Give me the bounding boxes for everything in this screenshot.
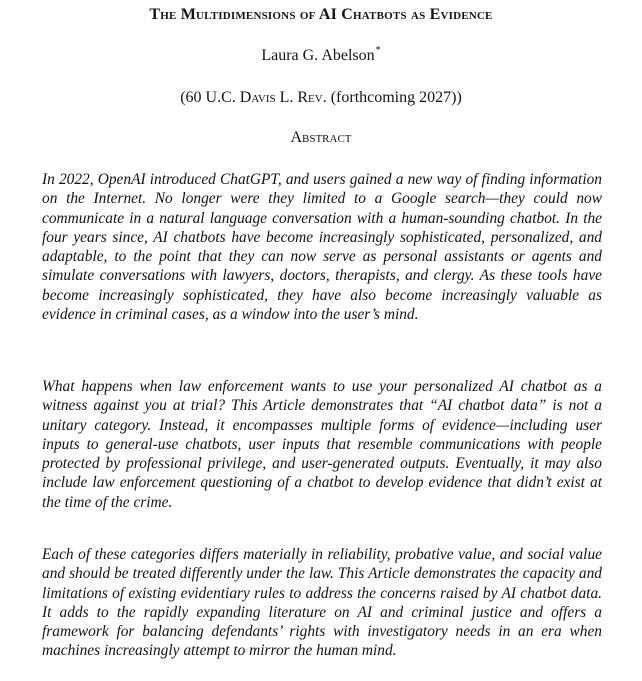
abstract-paragraph-3: Each of these categories differs materially in reliability, probative value, and social value and should be treated differently under the law. This Article demonstrates the capacity and limitations of existing evidentiary rules to address the concerns raised by AI chatbot data. It adds to the rapidly expanding literature on AI and criminal justice and offers a framework for balancing defendants’ rights with investigatory needs in an era when machines increasingly attempt to mirror the human mind. [42, 546, 602, 660]
author-line [0, 47, 642, 65]
citation-open: (60 U.C. [180, 89, 240, 106]
abstract-paragraph-2: What happens when law enforcement wants to use your personalized AI chatbot as a witness against you at trial? This Article demonstrates that “AI chatbot data” is not a unitary category. Instead, it encompasses multiple forms of evidence—including user inputs to general-use chatbots, user inputs that resemble communications with people protected by professional privilege, and user-generated outputs. Eventually, it may also include law enforcement questioning of a chatbot to develop evidence that didn’t exist at the time of the crime. [42, 378, 602, 511]
author-footnote-mark[interactable]: * [375, 45, 381, 56]
abstract-heading: Abstract [290, 129, 352, 146]
citation-close: (forthcoming 2027)) [326, 89, 462, 106]
citation-line [0, 89, 642, 107]
abstract-paragraph-1: In 2022, OpenAI introduced ChatGPT, and users gained a new way of finding information on the Internet. No longer were they limited to a Google search—they could now communicate in a natural language conversation with a human-sounding chatbot. In the four years since, AI chatbots have become increasingly sophisticated, personalized, and adaptable, to the point that they can now serve as personal assistants or agents and simulate conversations with lawyers, doctors, therapists, and clergy. As these tools have become increasingly sophisticated, they have also become increasingly valuable as evidence in criminal cases, as a window into the user’s mind. [42, 171, 602, 324]
citation-journal: Davis L. Rev. [239, 89, 327, 106]
paper-title: The Multidimensions of AI Chatbots as Evidence [149, 6, 493, 23]
author-name: Laura G. Abelson [261, 47, 375, 64]
